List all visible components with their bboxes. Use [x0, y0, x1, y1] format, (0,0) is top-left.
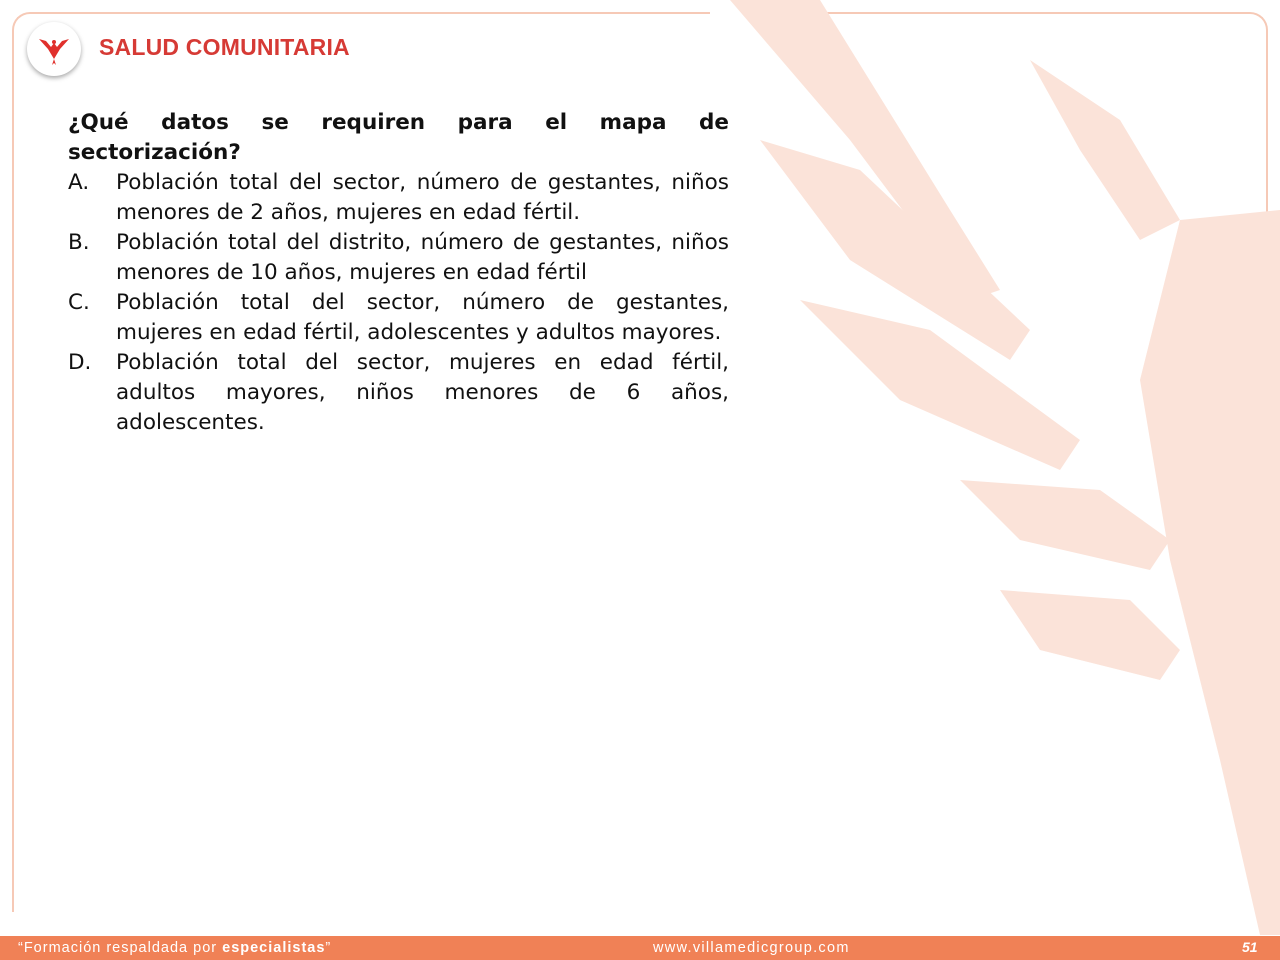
page-number: 51 [1242, 939, 1258, 955]
tagline-bold: especialistas [222, 940, 326, 956]
option-text: Población total del sector, número de gestantes, mujeres en edad fértil, adolescentes y adultos mayores. [116, 290, 729, 345]
phoenix-logo-icon [27, 22, 81, 76]
question-text-line2: sectorización? [68, 140, 241, 165]
option-d [68, 348, 729, 438]
footer-tagline [18, 940, 331, 956]
option-letter: C. [68, 290, 90, 315]
option-letter: B. [68, 230, 90, 255]
option-list [68, 168, 729, 438]
option-b [68, 228, 729, 288]
option-a [68, 168, 729, 228]
option-c [68, 288, 729, 348]
page-title: SALUD COMUNITARIA [99, 34, 350, 60]
tagline-suffix: ” [325, 940, 332, 956]
option-text: Población total del sector, número de gestantes, niños menores de 2 años, mujeres en edad fértil. [116, 170, 729, 225]
option-letter: D. [68, 350, 92, 375]
question-text-line1: ¿Qué datos se requiren para el mapa de [68, 110, 729, 135]
option-letter: A. [68, 170, 90, 195]
tagline-prefix: “Formación respaldada por [18, 940, 223, 956]
footer-url: www.villamedicgroup.com [653, 940, 850, 956]
option-text: Población total del sector, mujeres en edad fértil, adultos mayores, niños menores de 6 años, adolescentes. [116, 350, 729, 435]
question-block [68, 108, 729, 438]
phoenix-watermark-icon [700, 0, 1280, 935]
footer-bar [0, 936, 1280, 960]
option-text: Población total del distrito, número de gestantes, niños menores de 10 años, mujeres en edad fértil [116, 230, 729, 285]
